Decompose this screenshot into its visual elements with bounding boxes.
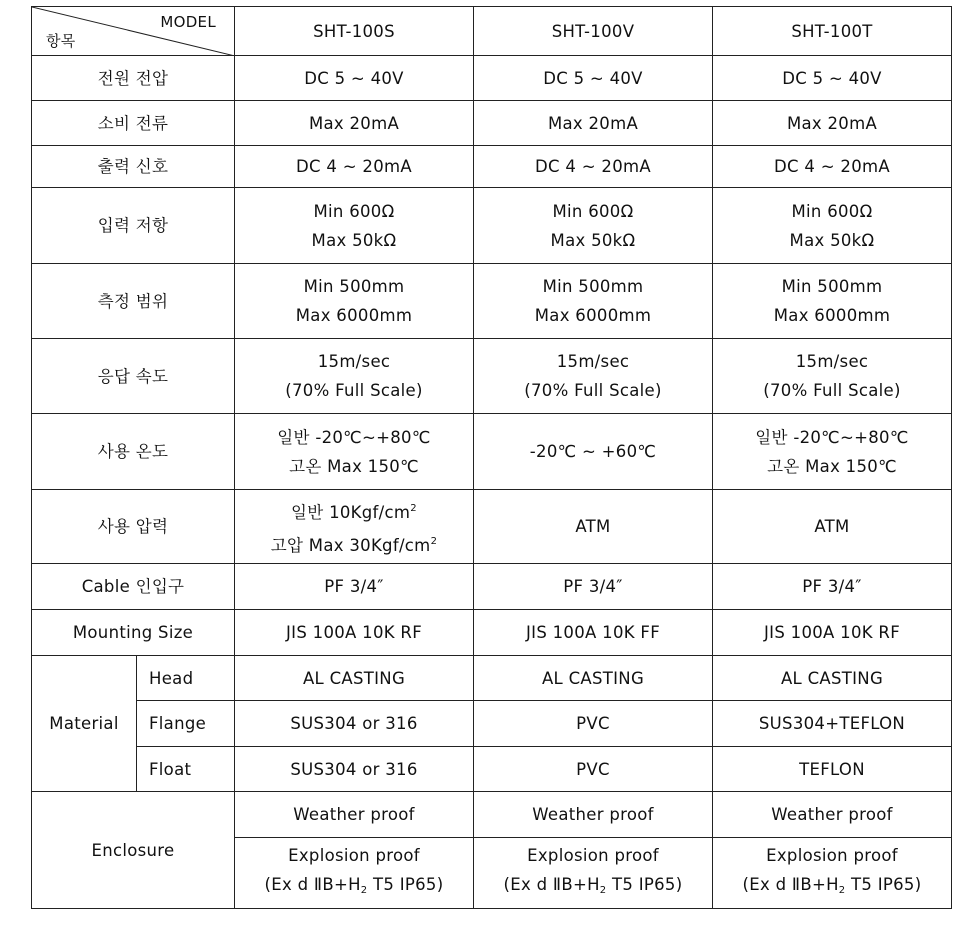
cell: Weather proof xyxy=(235,792,474,838)
row-pressure xyxy=(32,490,952,564)
cell-line: (70% Full Scale) xyxy=(763,381,901,400)
cell-text: 일반 10Kgf/cm xyxy=(291,502,411,522)
cell-text: T5 IP65) xyxy=(845,875,922,894)
cell-text: (Ex d ⅡB+H xyxy=(503,875,600,894)
cell: Max 20mA xyxy=(474,101,713,146)
cell: AL CASTING xyxy=(713,656,952,701)
cell xyxy=(474,339,713,414)
row-label: 출력 신호 xyxy=(32,146,235,188)
cell xyxy=(713,188,952,264)
row-label: Mounting Size xyxy=(32,610,235,656)
cell: TEFLON xyxy=(713,747,952,792)
cell xyxy=(235,490,474,564)
row-current xyxy=(32,101,952,146)
model-label: MODEL xyxy=(160,13,216,31)
model-header: SHT-100T xyxy=(713,7,952,56)
cell: PVC xyxy=(474,747,713,792)
row-output xyxy=(32,146,952,188)
cell-line: Max 6000mm xyxy=(295,306,413,325)
cell-line: 일반 -20℃~+80℃ xyxy=(277,427,431,447)
row-response xyxy=(32,339,952,414)
row-temperature xyxy=(32,414,952,490)
cell-line: Min 500mm xyxy=(542,277,644,296)
cell: PF 3/4″ xyxy=(713,564,952,610)
cell-line: (70% Full Scale) xyxy=(285,381,423,400)
cell: DC 5 ~ 40V xyxy=(713,56,952,101)
row-label: 사용 온도 xyxy=(32,414,235,490)
cell xyxy=(713,264,952,339)
header-row xyxy=(32,7,952,56)
cell-line: Min 600Ω xyxy=(552,201,634,221)
cell-line: Max 6000mm xyxy=(773,306,891,325)
cell-line: Min 500mm xyxy=(781,277,883,296)
sub-label: Float xyxy=(137,747,235,792)
cell: JIS 100A 10K RF xyxy=(235,610,474,656)
row-range xyxy=(32,264,952,339)
cell-line: Min 600Ω xyxy=(313,201,395,221)
cell-line: 15m/sec xyxy=(795,352,869,371)
row-label: 응답 속도 xyxy=(32,339,235,414)
cell: JIS 100A 10K RF xyxy=(713,610,952,656)
cell-text: T5 IP65) xyxy=(606,875,683,894)
model-header: SHT-100S xyxy=(235,7,474,56)
cell: Max 20mA xyxy=(235,101,474,146)
cell xyxy=(474,188,713,264)
cell: DC 5 ~ 40V xyxy=(474,56,713,101)
sub-label: Flange xyxy=(137,701,235,747)
cell: DC 5 ~ 40V xyxy=(235,56,474,101)
cell-line: Explosion proof xyxy=(766,846,898,865)
cell-line xyxy=(235,494,473,527)
row-material-head xyxy=(32,656,952,701)
cell-text: (Ex d ⅡB+H xyxy=(264,875,361,894)
cell: PVC xyxy=(474,701,713,747)
cell-line: Min 600Ω xyxy=(791,201,873,221)
cell xyxy=(474,264,713,339)
row-material-flange xyxy=(32,701,952,747)
model-header: SHT-100V xyxy=(474,7,713,56)
cell: AL CASTING xyxy=(474,656,713,701)
subscript: 2 xyxy=(360,885,368,896)
cell-line xyxy=(235,870,473,905)
cell xyxy=(713,414,952,490)
cell: DC 4 ~ 20mA xyxy=(713,146,952,188)
cell: Weather proof xyxy=(474,792,713,838)
row-label: 전원 전압 xyxy=(32,56,235,101)
subscript: 2 xyxy=(838,885,846,896)
cell: DC 4 ~ 20mA xyxy=(235,146,474,188)
subscript: 2 xyxy=(599,885,607,896)
cell-line: Explosion proof xyxy=(527,846,659,865)
cell-text: 고압 Max 30Kgf/cm xyxy=(270,535,431,555)
material-label: Material xyxy=(32,656,137,792)
cell-line: 고온 Max 150℃ xyxy=(289,456,419,476)
cell xyxy=(235,414,474,490)
cell xyxy=(235,339,474,414)
cell: PF 3/4″ xyxy=(474,564,713,610)
cell: AL CASTING xyxy=(235,656,474,701)
cell: Weather proof xyxy=(713,792,952,838)
cell-line: Max 50kΩ xyxy=(550,230,636,250)
sub-label: Head xyxy=(137,656,235,701)
superscript: 2 xyxy=(430,535,438,547)
cell-line: 일반 -20℃~+80℃ xyxy=(755,427,909,447)
row-label: 사용 압력 xyxy=(32,490,235,564)
cell: SUS304 or 316 xyxy=(235,701,474,747)
cell xyxy=(474,838,713,909)
cell: DC 4 ~ 20mA xyxy=(474,146,713,188)
cell-line: Max 50kΩ xyxy=(311,230,397,250)
cell xyxy=(235,264,474,339)
cell-line xyxy=(235,527,473,560)
cell xyxy=(713,339,952,414)
cell-line: 고온 Max 150℃ xyxy=(767,456,897,476)
cell: PF 3/4″ xyxy=(235,564,474,610)
row-label: 소비 전류 xyxy=(32,101,235,146)
cell xyxy=(235,838,474,909)
cell-text: (Ex d ⅡB+H xyxy=(742,875,839,894)
cell-line: (70% Full Scale) xyxy=(524,381,662,400)
spec-table xyxy=(31,6,952,909)
enclosure-label: Enclosure xyxy=(32,792,235,909)
row-cable xyxy=(32,564,952,610)
row-material-float xyxy=(32,747,952,792)
cell-line: Min 500mm xyxy=(303,277,405,296)
superscript: 2 xyxy=(410,502,417,514)
cell xyxy=(474,414,713,490)
row-label: 측정 범위 xyxy=(32,264,235,339)
cell-line: Max 6000mm xyxy=(534,306,652,325)
row-power-voltage xyxy=(32,56,952,101)
cell-text: T5 IP65) xyxy=(367,875,444,894)
row-enclosure-weather xyxy=(32,792,952,838)
cell: Max 20mA xyxy=(713,101,952,146)
cell-line: Explosion proof xyxy=(288,846,420,865)
cell-line: 15m/sec xyxy=(317,352,391,371)
cell-line: 15m/sec xyxy=(556,352,630,371)
cell-line: -20℃ ~ +60℃ xyxy=(529,442,657,461)
cell: ATM xyxy=(474,490,713,564)
cell: SUS304+TEFLON xyxy=(713,701,952,747)
row-label: Cable 인입구 xyxy=(32,564,235,610)
row-label: 입력 저항 xyxy=(32,188,235,264)
cell-line: Max 50kΩ xyxy=(789,230,875,250)
cell xyxy=(235,188,474,264)
cell xyxy=(713,838,952,909)
cell: JIS 100A 10K FF xyxy=(474,610,713,656)
cell-line xyxy=(713,870,951,905)
cell-line xyxy=(474,870,712,905)
cell: ATM xyxy=(713,490,952,564)
cell: SUS304 or 316 xyxy=(235,747,474,792)
row-input-resistance xyxy=(32,188,952,264)
row-mounting xyxy=(32,610,952,656)
header-corner-cell xyxy=(32,7,235,56)
item-label: 항목 xyxy=(46,32,76,50)
